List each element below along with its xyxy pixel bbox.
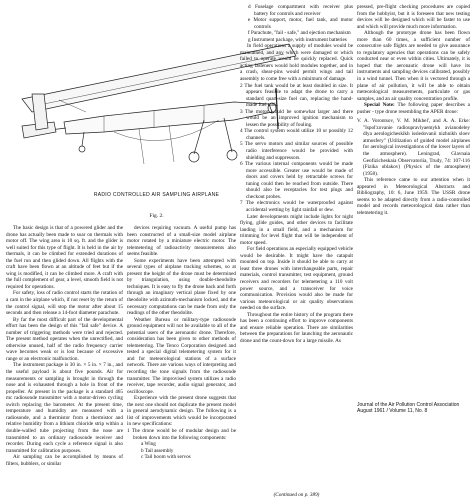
column-4 xyxy=(357,4,470,217)
journal-title: Journal of the Air Pollution Control Association xyxy=(357,402,460,408)
paragraph: The instrument package is 30 in. × 5 in. × 7 in., and the useful payload is about five pounds. Air for measurements or sampling is brought in through the nose and is exhausted through a hole in front of the propeller. At present in the package is a standard 465 mc radiosonde transmitter with a motor-driven cycling switch replacing the barometer. At the present time, temperature and humidity are measured with a radiosonde, and a thermistor from a thermistor and relative humidity from a lithium chloride strip within a double-walled tube projecting from the nose are transmitted to an ordinary radiosonde receiver and recorder. During each cycle a reference signal is also transmitted for calibration purposes. xyxy=(6,362,123,454)
column-1 xyxy=(6,225,123,467)
improvement-list: 1 The drone would be of modular design and be broken down into the following components: a Wing b Tail assembly c Tail boom with servos xyxy=(127,427,237,461)
list-item: 4 The control system would utilize 10 or possibly 12 channels. xyxy=(240,128,353,141)
paragraph: In field operations a supply of modules would be maintained, and any which were damaged or which failed to operate would be quickly replaced. Quick acting fasteners would hold modules together, and in a crash, shear-pins would permit wings and tail assembly to come free with a minimum of damage. xyxy=(240,43,353,83)
list-item: a Wing xyxy=(141,441,156,448)
figure-caption: RADIO CONTROLLED AIR SAMPLING AIRPLANE xyxy=(93,192,220,198)
module-list xyxy=(240,4,353,43)
special-note-lead: Special Note: xyxy=(364,102,395,109)
figure-label: Fig. 2. xyxy=(149,213,164,219)
list-item: 3 The motor would be somewhat larger and there would be an improved ignition mechanism to lessen the possibility of fouling. xyxy=(240,108,353,128)
special-note-text: The following paper describes a pusher - type drone resembling the APER drone: xyxy=(357,102,470,115)
list-item: e Motor support, motor, fuel tank, and motor controls xyxy=(248,17,353,30)
paragraph: devices requiring vacuum. A useful pump has been constructed of a small-size model airplane motor rotated by a miniature electric motor. The telemetering of radioactivity measurements also seems feasible. xyxy=(127,225,236,258)
list-item: The drone would be of modular design and be broken down into the following components: xyxy=(131,427,237,441)
list-item: 6 The various internal components would be made more accessible. Greater use would be made of doors and covers held by retractable screws for tuning could then be reached from outside. There should also be receptacles for test plugs and checkout probes. xyxy=(240,161,353,200)
paragraph: By far the most difficult part of the developmental effort has been the design of this "fail safe" device. A number of triggering methods were tried and rejected. The present method operates when the unrectified, and otherwise unused, half of the radio frequency carrier wave becomes weak or is lost because of excessive range or an electronic malfunction. xyxy=(6,316,123,362)
paragraph: The basic design is that of a powered glider and the drone has actually been made to soar on thermals with motor off. The wing area is 10 sq. ft. and the glider is well suited for this type of flight. It is held in the air by thermals, it can be climbed for extended durations of the fuel run and then glided down. All flights with the craft have been flown at an altitude of feet but if the wing is modified, it can be climbed more. A craft with the full complement of gear, a level, smooth field is not required for operations. xyxy=(6,225,123,290)
journal-issue: August 1961 / Volume 11, No. 8 xyxy=(357,408,428,415)
special-note xyxy=(357,102,470,115)
paragraph: Some experiments have been attempted with several types of airplane tracking schemes, so at present the height of the drone must be determined by triangulation, using double-theodolite techniques. It is easy to fly the drone back and forth through an imaginary vertical plane fixed by one theodolite with azimuth-mechanism locked, and the necessary computations can be made from only the readings of the other theodolite. xyxy=(127,257,236,317)
paragraph: For safety, loss of radio control starts the rotation of a cam in the airplane which, if not reset by the return of the control signal, will stop the motor after about 15 seconds and then release a 14-foot diameter parachute. xyxy=(6,290,123,317)
paragraph: For field operations an especially equipped vehicle would be desirable. It might have the catapult mounted on top. Inside it should be able to carry at least three drones with interchangeable parts, repair materials, control transmitter, test equipment, ground receivers and recorders for telemetering a 110 volt power source, and a transceiver for voice communication. Provision would also be made for various meteorological or air quality observations needed on the surface. xyxy=(240,246,353,312)
list-item: g Instrument package, with instrument batteries xyxy=(248,36,347,43)
reference xyxy=(357,118,470,177)
list-item: f Parachute, "fail - safe," and ejection mechanism xyxy=(248,30,351,37)
paragraph: Although the prototype drone has been flown more than 60 times, a sufficient number of consecutive safe flights are needed to give assurance to regulatory agencies that operations can be safely conducted near or even within cities. Ultimately, it is hoped that the aeronautic drone will have its instruments and sampling devices calibrated, possibly in a wind tunnel. Then when it is vectored through a plane of air pollution, it will be able to obtain meteorological measurements, particulate or gas samples, and an air quality concentration profile. xyxy=(357,30,470,102)
list-item: 2 The fuel tank would be at least doubled in size. It appears feasible to adapt the drone to carry a standard quart-size fuel can, replacing the hand-made fuel tank. xyxy=(240,82,353,109)
journal-footer xyxy=(357,402,470,414)
column-2 xyxy=(127,225,236,461)
paragraph: Weather Bureau or military-type radiosonde ground equipment will not be available to all of the potential users of the aeronautic drone. Therefore, consideration has been given to other methods of telemetering. The Tenco Corporation designed and tested a special digital telemetering system for it and for meteorological stations of a surface network. There are various ways of interpreting and recording the tone signals from the radiosonde transmitter. The improvised system utilizes a radio receiver, tape recorder, audio signal generator, and oscilloscope. xyxy=(127,316,236,395)
paragraph: pressed, pre-flight checking procedures are copied from the hobbyist, but it is foreseen that new testing devices will be designed which will be faster to use and which will provide much more information. xyxy=(357,4,470,30)
paragraph: This reference came to our attention when it appeared in Meteorological Abstracts and Bibliography, 10: 6, June 1959. The USSR drone seems to be adapted directly from a radio-controlled model and records meteorological data rather than telemetering it. xyxy=(357,177,470,216)
column-3 xyxy=(240,4,353,344)
list-item: 7 The electronics would be waterproofed against accidental wetting by light rainfall or dew. xyxy=(240,200,353,213)
continued-note: (Continued on p. 389) xyxy=(273,492,320,498)
list-item: d Fuselage compartment with receiver plus battery for controls and receiver xyxy=(248,4,353,17)
paragraph: Later developments might include lights for night flying, glide guides, and other devices to facilitate landing in a small field, and a mechanism for trimming for level flight that will be independent of motor speed. xyxy=(240,213,353,246)
reference-text: Vorontsov, V. M. Mikhel', and A. A. Erke: "Ispol'zovanie radioupravlyaemykh avianodeley dlya aerologicheskikh issledovanii nizhnikh sloev atmosfery" (Utilization of guided model airplanes for aerological investigations of the lower layers of the atmosphere). Leningrad, Glavnaia Geofizicheskaia Observatoriia, Trudy, 74: 107-116 (Fizika oblakov) (Physics of the atmosphere) (1958). xyxy=(363,118,470,177)
list-item: b Tail assembly xyxy=(141,447,174,454)
numbered-list xyxy=(240,83,353,214)
reference-lead: V. A. xyxy=(357,118,370,125)
paragraph: Air sampling can be accomplished by means of filters, bubblers, or similar xyxy=(6,454,123,467)
list-item: 5 The servo motors and similar sources of possible radio interference would be provided with shielding and suppressors. xyxy=(240,141,353,161)
list-item: c Tail boom with servos xyxy=(141,454,191,461)
paragraph: Throughout the entire history of the program there has been a continuing effort to improve components and ensure reliable operation. There are similarities between the preparations for launching the aeronautic drone and the count-down for a large missile. As xyxy=(240,311,353,344)
paragraph: Experience with the present drone suggests that the next one should not duplicate the present model in general aerodynamic design. The following is a list of improvements which would be incorporated in new specifications: xyxy=(127,395,236,428)
